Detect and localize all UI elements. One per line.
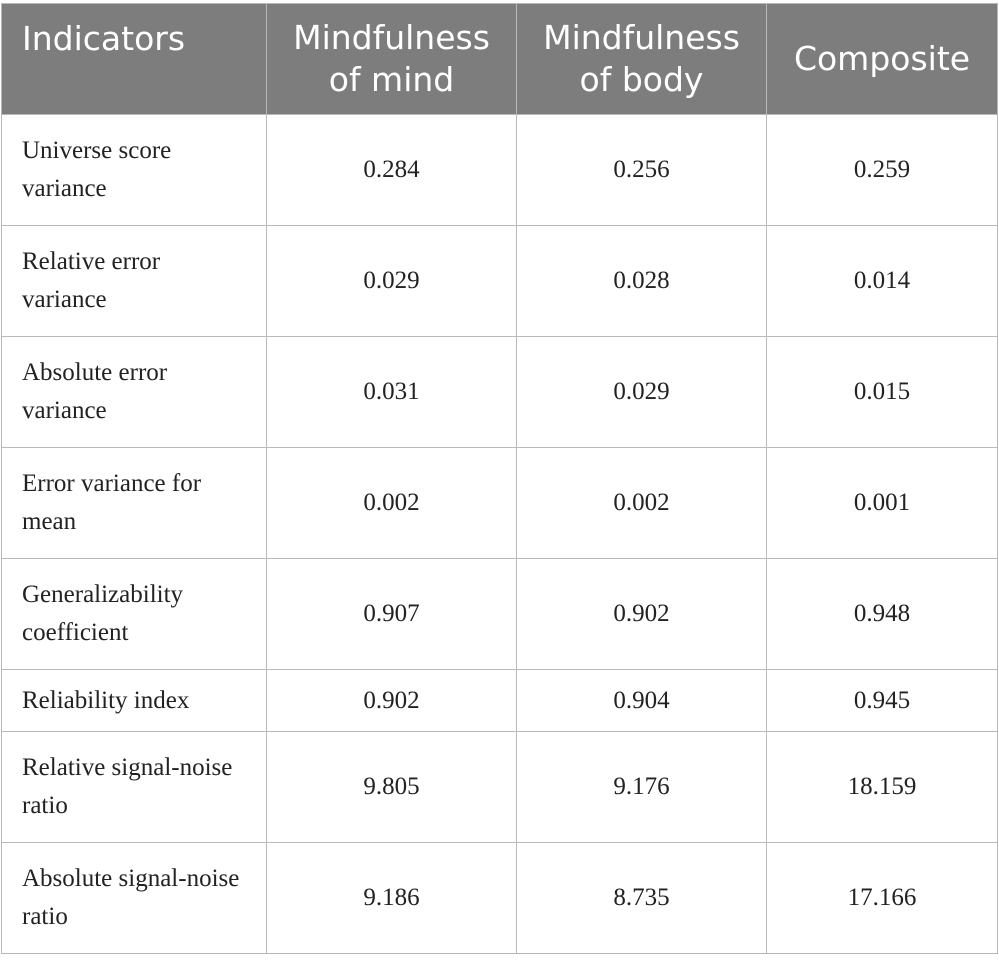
body-value-cell: 0.002 [517,448,767,559]
table-row [2,448,998,559]
body-value-cell: 0.028 [517,226,767,337]
indicator-cell: Universe score variance [2,115,267,226]
table-row [2,732,998,843]
mind-value-cell: 0.902 [267,670,517,732]
indicators-table [1,3,998,954]
table-row [2,226,998,337]
header-row [2,4,998,115]
mind-value-cell: 0.029 [267,226,517,337]
table-row [2,843,998,954]
body-value-cell: 0.904 [517,670,767,732]
body-value-cell: 0.256 [517,115,767,226]
header-indicators: Indicators [2,4,267,115]
body-value-cell: 8.735 [517,843,767,954]
composite-value-cell: 0.001 [767,448,998,559]
mind-value-cell: 0.907 [267,559,517,670]
table-row [2,559,998,670]
composite-value-cell: 17.166 [767,843,998,954]
composite-value-cell: 0.015 [767,337,998,448]
header-mindfulness-of-mind: Mindfulness of mind [267,4,517,115]
indicator-cell: Absolute signal-noise ratio [2,843,267,954]
composite-value-cell: 0.259 [767,115,998,226]
header-mindfulness-of-body: Mindfulness of body [517,4,767,115]
body-value-cell: 0.029 [517,337,767,448]
table-row [2,337,998,448]
mind-value-cell: 9.805 [267,732,517,843]
composite-value-cell: 0.014 [767,226,998,337]
header-composite: Composite [767,4,998,115]
indicator-cell: Relative signal-noise ratio [2,732,267,843]
body-value-cell: 0.902 [517,559,767,670]
indicator-cell: Reliability index [2,670,267,732]
table-row [2,670,998,732]
indicator-cell: Relative error variance [2,226,267,337]
indicator-cell: Absolute error variance [2,337,267,448]
indicator-cell: Error variance for mean [2,448,267,559]
composite-value-cell: 18.159 [767,732,998,843]
composite-value-cell: 0.945 [767,670,998,732]
body-value-cell: 9.176 [517,732,767,843]
mind-value-cell: 0.031 [267,337,517,448]
mind-value-cell: 0.284 [267,115,517,226]
mind-value-cell: 0.002 [267,448,517,559]
composite-value-cell: 0.948 [767,559,998,670]
indicator-cell: Generalizability coefficient [2,559,267,670]
table-row [2,115,998,226]
mind-value-cell: 9.186 [267,843,517,954]
